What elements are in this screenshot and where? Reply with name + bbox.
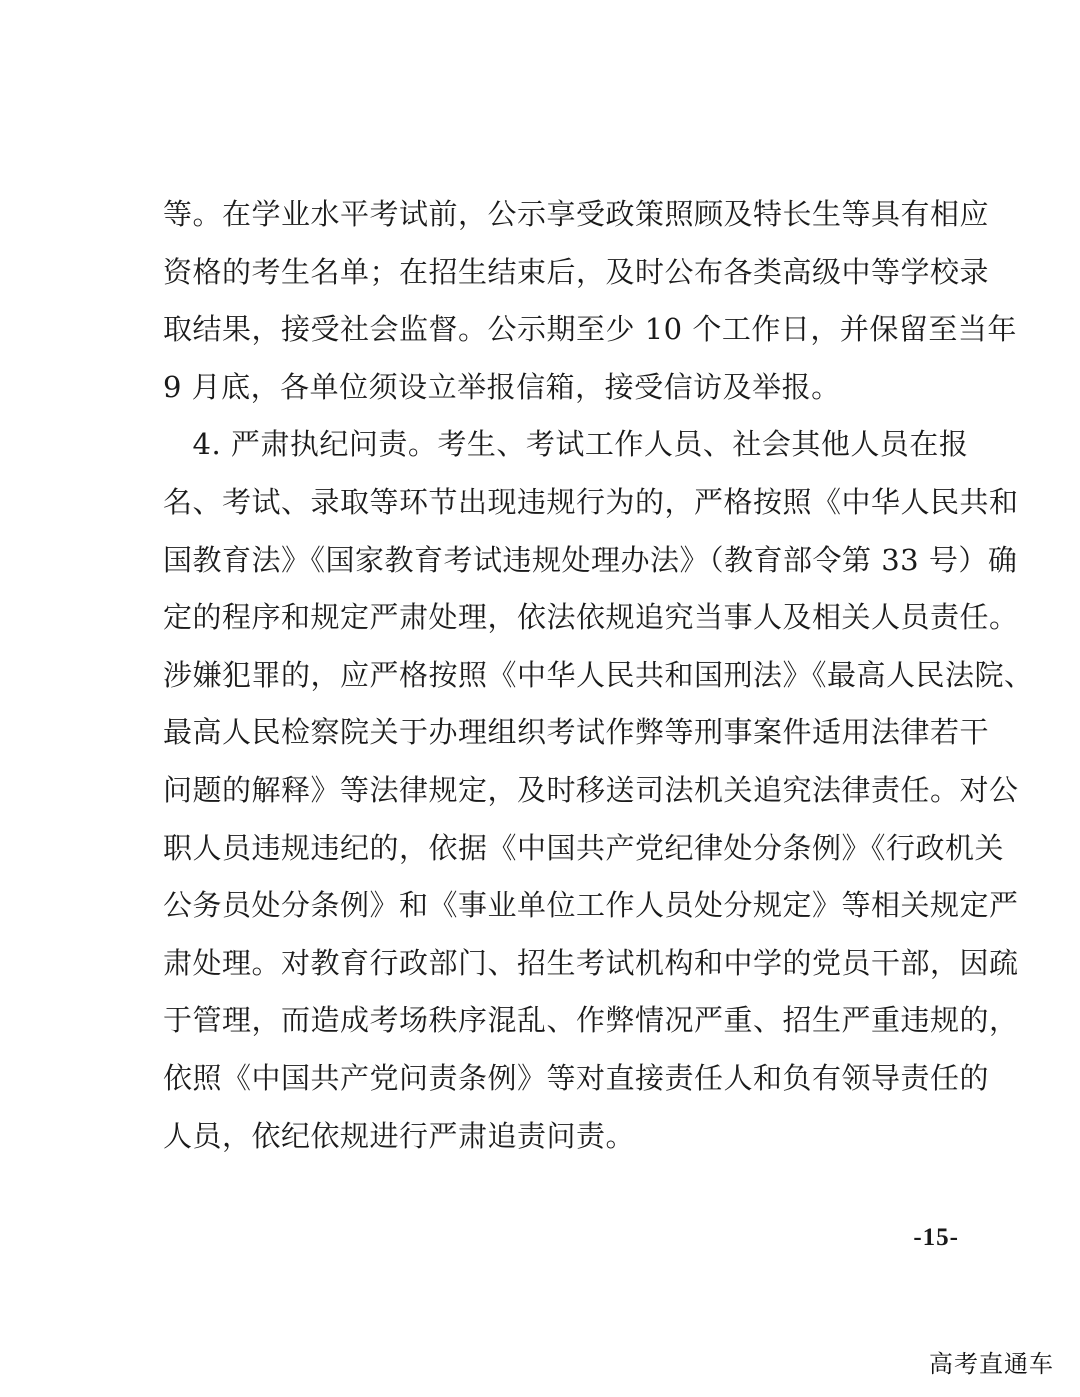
text-line: 定的程序和规定严肃处理，依法依规追究当事人及相关人员责任。 <box>163 600 1019 635</box>
body-text <box>163 186 1034 1165</box>
text-line: 依照《中国共产党问责条例》等对直接责任人和负有领导责任的 <box>163 1060 990 1095</box>
text-line: 资格的考生名单；在招生结束后，及时公布各类高级中等学校录 <box>163 254 990 289</box>
text-line: 问题的解释》等法律规定，及时移送司法机关追究法律责任。对公 <box>163 772 1019 807</box>
text-line: 肃处理。对教育行政部门、招生考试机构和中学的党员干部，因疏 <box>163 945 1019 980</box>
text-line: 人员，依纪依规进行严肃追责问责。 <box>163 1118 636 1153</box>
text-line: 职人员违规违纪的，依据《中国共产党纪律处分条例》《行政机关 <box>163 830 1005 865</box>
page-number: -15- <box>913 1224 959 1251</box>
watermark: 高考直通车 <box>929 1350 1054 1378</box>
text-line: 等。在学业水平考试前，公示享受政策照顾及特长生等具有相应 <box>163 197 990 231</box>
text-line: 最高人民检察院关于办理组织考试作弊等刑事案件适用法律若干 <box>163 715 990 750</box>
text-line: 9 月底，各单位须设立举报信箱，接受信访及举报。 <box>163 369 841 404</box>
text-line: 于管理，而造成考场秩序混乱、作弊情况严重、招生严重违规的， <box>163 1003 1019 1038</box>
text-line: 国教育法》《国家教育考试违规处理办法》（教育部令第 33 号）确 <box>163 542 1018 577</box>
text-line: 公务员处分条例》和《事业单位工作人员处分规定》等相关规定严 <box>163 888 1019 923</box>
text-line: 名、考试、录取等环节出现违规行为的，严格按照《中华人民共和 <box>163 484 1019 519</box>
text-line: 涉嫌犯罪的，应严格按照《中华人民共和国刑法》《最高人民法院、 <box>163 657 1034 692</box>
text-line: 取结果，接受社会监督。公示期至少 10 个工作日，并保留至当年 <box>163 312 1017 347</box>
text-line: 4. 严肃执纪问责。考生、考试工作人员、社会其他人员在报 <box>163 427 969 462</box>
